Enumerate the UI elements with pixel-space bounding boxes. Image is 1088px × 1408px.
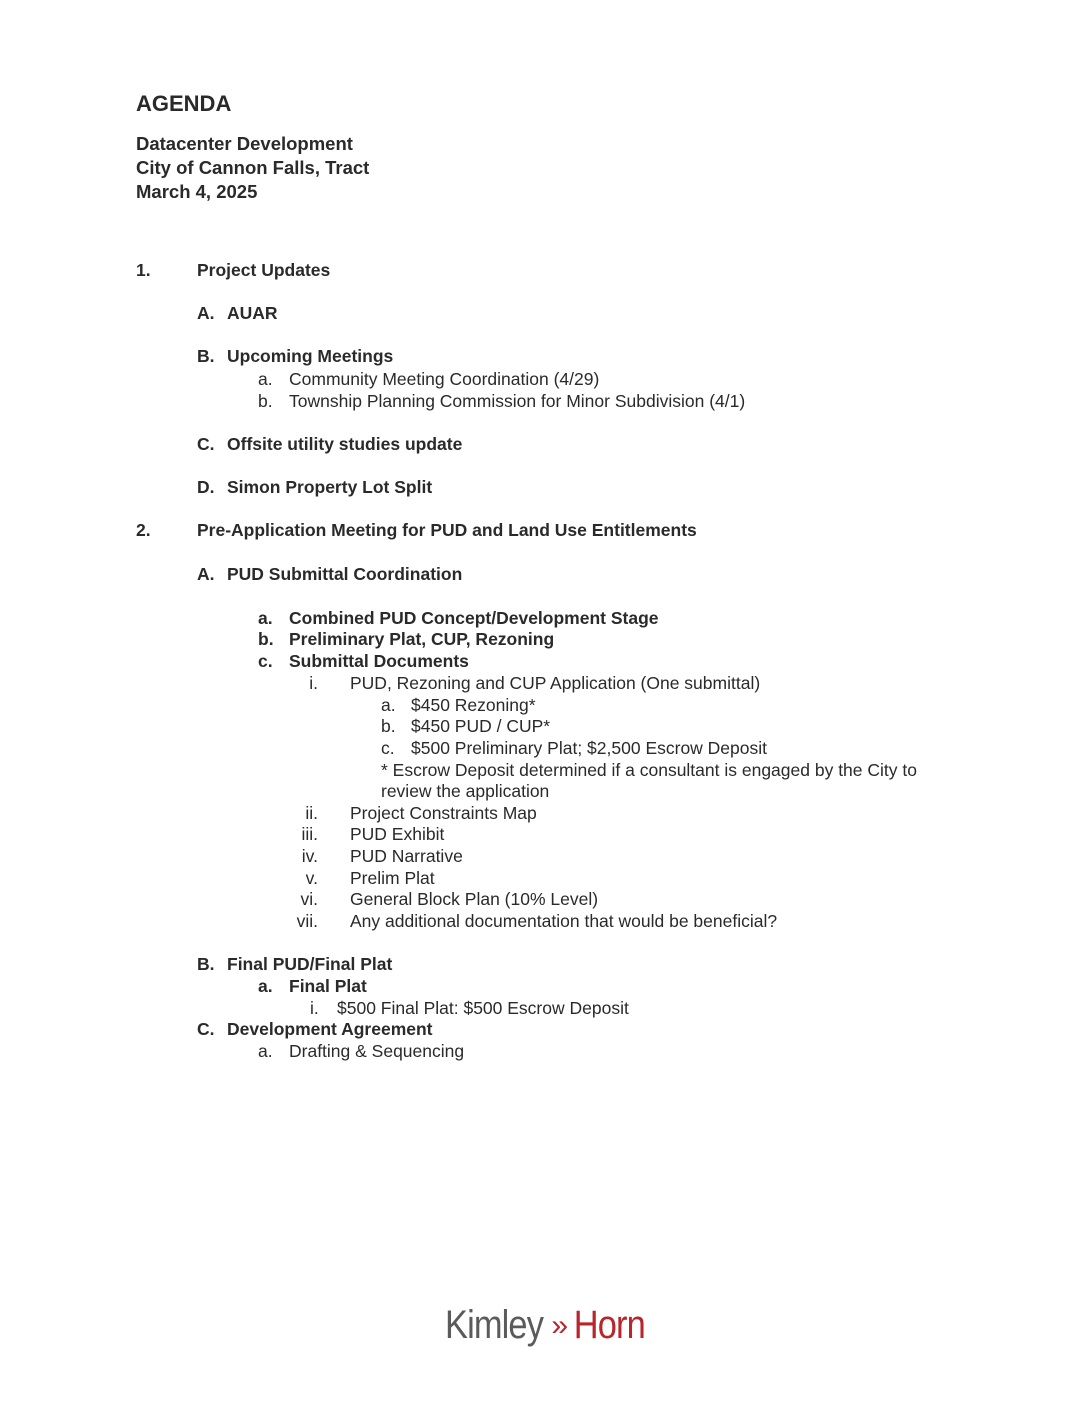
subitem-label: Preliminary Plat, CUP, Rezoning xyxy=(289,629,555,649)
section-heading: Project Updates xyxy=(197,260,331,280)
document-item: PUD, Rezoning and CUP Application (One submittal) xyxy=(350,673,761,693)
subitem-marker: a. xyxy=(258,608,273,628)
item-marker: A. xyxy=(197,303,215,323)
escrow-note-continued: review the application xyxy=(381,781,550,801)
fee-marker: b. xyxy=(381,716,396,736)
subitem-label: Combined PUD Concept/Development Stage xyxy=(289,608,659,628)
subitem-marker: a. xyxy=(258,1041,273,1061)
document-item: PUD Exhibit xyxy=(350,824,445,844)
subitem-label: Submittal Documents xyxy=(289,651,469,671)
location: City of Cannon Falls, Tract xyxy=(136,157,370,178)
item-label: Development Agreement xyxy=(227,1019,433,1039)
roman-marker: i. xyxy=(310,998,319,1018)
subitem-marker: b. xyxy=(258,391,273,411)
item-label: Upcoming Meetings xyxy=(227,346,394,366)
logo-text-horn: Horn xyxy=(573,1303,645,1347)
escrow-note: * Escrow Deposit determined if a consultant is engaged by the City to xyxy=(381,760,917,780)
project-name: Datacenter Development xyxy=(136,133,353,154)
item-label: Offsite utility studies update xyxy=(227,434,463,454)
document-item: General Block Plan (10% Level) xyxy=(350,889,599,909)
item-marker: C. xyxy=(197,434,215,454)
document-item: Project Constraints Map xyxy=(350,803,537,823)
kimley-horn-logo xyxy=(0,1300,1088,1354)
item-label: Final PUD/Final Plat xyxy=(227,954,393,974)
subitem-label: Community Meeting Coordination (4/29) xyxy=(289,369,600,389)
section-number: 1. xyxy=(136,260,151,280)
document-item: Any additional documentation that would be beneficial? xyxy=(350,911,778,931)
subitem-marker: b. xyxy=(258,629,274,649)
document-item: PUD Narrative xyxy=(350,846,463,866)
meeting-date: March 4, 2025 xyxy=(136,181,258,202)
item-label: Simon Property Lot Split xyxy=(227,477,433,497)
roman-marker: iv. xyxy=(301,846,318,866)
fee-item: $450 PUD / CUP* xyxy=(411,716,551,736)
item-marker: B. xyxy=(197,954,215,974)
subitem-marker: c. xyxy=(258,651,273,671)
item-label: AUAR xyxy=(227,303,278,323)
section-heading: Pre-Application Meeting for PUD and Land Use Entitlements xyxy=(197,520,697,540)
item-marker: D. xyxy=(197,477,215,497)
fee-item: $450 Rezoning* xyxy=(411,695,536,715)
roman-marker: ii. xyxy=(305,803,318,823)
item-marker: B. xyxy=(197,346,215,366)
page-title: AGENDA xyxy=(136,91,232,116)
roman-marker: i. xyxy=(309,673,318,693)
roman-marker: iii. xyxy=(301,824,318,844)
fee-item: $500 Preliminary Plat; $2,500 Escrow Deposit xyxy=(411,738,768,758)
subitem-label: Township Planning Commission for Minor Subdivision (4/1) xyxy=(289,391,746,411)
fee-marker: a. xyxy=(381,695,396,715)
roman-marker: vii. xyxy=(296,911,318,931)
roman-marker: vi. xyxy=(300,889,318,909)
item-label: PUD Submittal Coordination xyxy=(227,564,463,584)
subitem-label: Drafting & Sequencing xyxy=(289,1041,465,1061)
item-marker: C. xyxy=(197,1019,215,1039)
subitem-marker: a. xyxy=(258,369,273,389)
logo-arrows-icon: » xyxy=(551,1309,568,1342)
logo-text-kimley: Kimley xyxy=(445,1303,544,1347)
item-marker: A. xyxy=(197,564,215,584)
fee-marker: c. xyxy=(381,738,395,758)
fee-item: $500 Final Plat: $500 Escrow Deposit xyxy=(337,998,629,1018)
section-number: 2. xyxy=(136,520,151,540)
subitem-marker: a. xyxy=(258,976,273,996)
roman-marker: v. xyxy=(305,868,318,888)
subitem-label: Final Plat xyxy=(289,976,367,996)
document-item: Prelim Plat xyxy=(350,868,435,888)
